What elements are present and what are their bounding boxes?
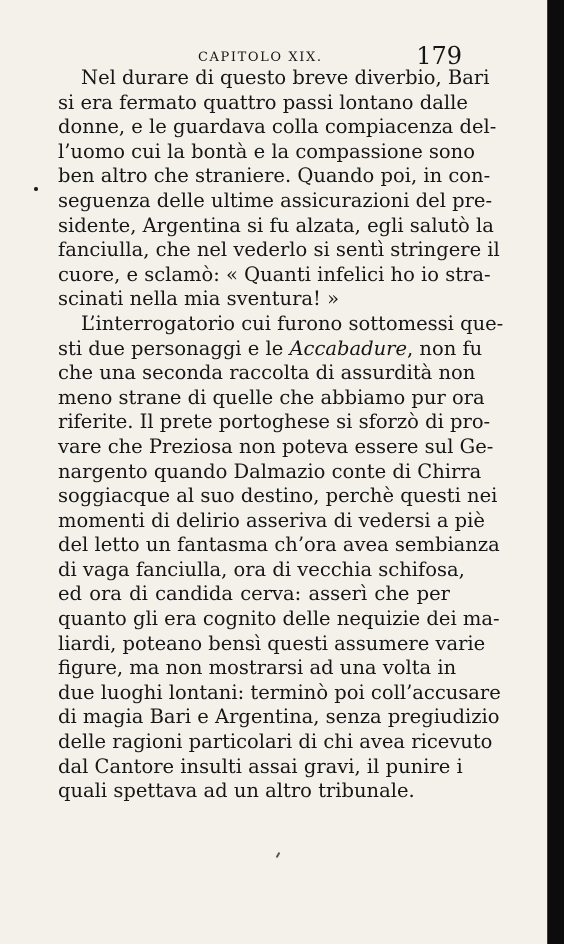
ink-speck	[34, 187, 38, 191]
paragraph-1-line-1: Nel durare di questo breve diverbio, Bari	[81, 66, 490, 89]
paragraph-2-line-7: nargento quando Dalmazio conte di Chirra	[58, 459, 482, 483]
paragraph-2-line-1: L’interrogatorio cui furono sottomessi que-	[81, 311, 504, 335]
chapter-heading: CAPITOLO XIX.	[198, 50, 323, 65]
paragraph-1-line-10: scinati nella mia sventura! »	[58, 287, 339, 311]
ink-mark	[276, 852, 281, 858]
paragraph-2-line-8: soggiacque al suo destino, perchè questi nei	[58, 484, 498, 508]
paragraph-2-line-16: due luoghi lontani: terminò poi coll’accusare	[58, 680, 501, 704]
paragraph-2-line-12: ed ora di candida cerva: asserì che per	[58, 582, 450, 606]
paragraph-2-line-4: meno strane di quelle che abbiamo pur ora	[58, 385, 485, 409]
paragraph-1-line-6: seguenza delle ultime assicurazioni del pre-	[58, 188, 493, 212]
paragraph-1-line-8: fanciulla, che nel vederlo si sentì stringere il	[58, 238, 500, 262]
paragraph-1-line-5: ben altro che straniere. Quando poi, in con-	[58, 164, 491, 188]
paragraph-2-line-2	[58, 336, 483, 362]
paragraph-1-line-4: l’uomo cui la bontà e la compassione sono	[58, 139, 475, 163]
paragraph-2-line-3: che una seconda raccolta di assurdità non	[58, 361, 476, 385]
paragraph-2-line-18: delle ragioni particolari di chi avea ricevuto	[58, 730, 493, 754]
paragraph-1-line-7: sidente, Argentina si fu alzata, egli salutò la	[58, 213, 494, 237]
paragraph-2-line-15: figure, ma non mostrarsi ad una volta in	[58, 656, 457, 680]
paragraph-2-line-14: liardi, poteano bensì questi assumere varie	[58, 631, 486, 655]
paragraph-2-line-11: di vaga fanciulla, ora di vecchia schifosa,	[58, 557, 465, 581]
paragraph-2-line-10: del letto un fantasma ch’ora avea sembianza	[58, 533, 500, 557]
paragraph-2-line-19: dal Cantore insulti assai gravi, il punire i	[58, 754, 463, 778]
italic-term: Accabadure	[289, 336, 408, 360]
page-number: 179	[416, 42, 462, 70]
paragraph-2-line-9: momenti di delirio asseriva di vedersi a piè	[58, 508, 485, 532]
paragraph-2-line-17: di magia Bari e Argentina, senza pregiudizio	[58, 705, 500, 729]
paragraph-1-line-9: cuore, e sclamò: « Quanti infelici ho io stra-	[58, 262, 491, 286]
book-spine-shadow	[547, 0, 564, 944]
line-start-text: sti due personaggi e le Accabadure, non fu	[58, 336, 483, 360]
paragraph-1-line-2: si era fermato quattro passi lontano dalle	[58, 90, 468, 114]
body-text	[58, 66, 504, 804]
paragraph-2-line-20: quali spettava ad un altro tribunale.	[58, 779, 415, 803]
paragraph-2-line-5: riferite. Il prete portoghese si sforzò di pro-	[58, 410, 491, 434]
paragraph-2-line-13: quanto gli era cognito delle nequizie dei ma-	[58, 607, 500, 631]
paragraph-1-line-3: donne, e le guardava colla compiacenza del-	[58, 115, 497, 139]
paragraph-2-line-6: vare che Preziosa non poteva essere sul Ge-	[58, 434, 494, 458]
